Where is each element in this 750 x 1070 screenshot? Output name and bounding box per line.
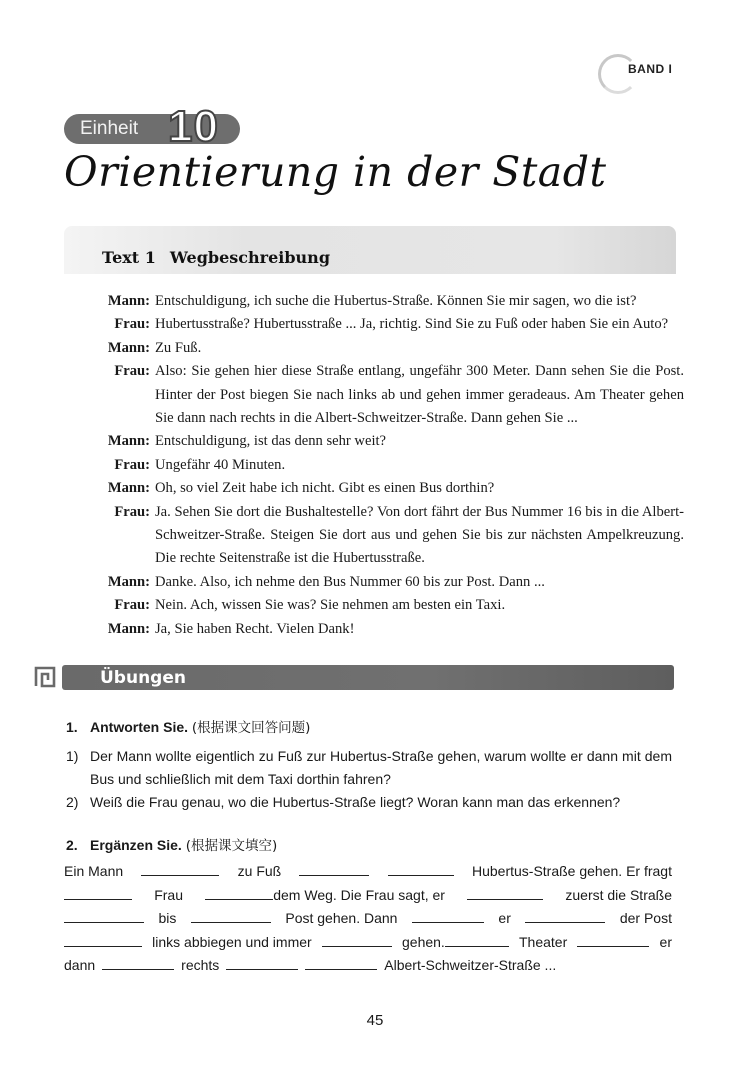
dialogue [64,290,684,641]
speaker: Mann: [107,433,150,450]
blank-field[interactable] [577,932,649,947]
gap-word: er [498,910,511,927]
blank-field[interactable] [525,908,605,923]
speech: Ja. Sehen Sie dort die Bushaltestelle? Von dort fährt der Bus Nummer 16 bis in die Albert-Schweitzer-Straße. Steigen Sie dort aus und gehen Sie bis zur nächsten Ampelkreuzung. Die rechte Seitenstraße ist die Hubertusstraße. [155,503,684,567]
meander-icon [34,666,56,688]
blank-field[interactable] [388,861,454,876]
dialogue-line [64,290,684,313]
gap-word: Frau [154,886,184,903]
gap-word: Albert-Schweitzer-Straße ... [384,957,557,974]
blank-field[interactable] [305,955,377,970]
exercise-title: Antworten Sie. [90,719,189,735]
gap-line [64,884,672,908]
blank-field[interactable] [322,932,392,947]
gap-word: dann [64,957,96,974]
speaker: Mann: [107,293,150,309]
gap-word: Ein Mann [64,863,124,879]
gap-line [64,954,672,978]
exercise-title: Ergänzen Sie. [90,837,182,853]
blank-field[interactable] [299,861,369,876]
blank-field[interactable] [467,885,543,900]
dialogue-line [64,313,684,336]
gap-word: zuerst die Straße [565,886,672,903]
page-number: 45 [366,1012,384,1029]
speaker: Frau: [114,316,150,333]
exercises-banner [34,662,674,692]
dialogue-line [64,430,684,453]
question-number: 2) [66,794,79,811]
blank-field[interactable] [141,861,219,876]
blank-field[interactable] [205,885,273,900]
gap-word: zu Fuß [237,863,282,879]
question [66,791,672,814]
speech: Oh, so viel Zeit habe ich nicht. Gibt es einen Bus dorthin? [155,480,495,497]
blank-field[interactable] [64,885,132,900]
blank-field[interactable] [191,908,271,923]
gap-group [402,931,509,955]
gap-word: gehen. [402,933,445,950]
exercises-title: Übungen [100,668,186,688]
gap-line [64,860,672,884]
speech: Hubertusstraße? Hubertusstraße ... Ja, richtig. Sind Sie zu Fuß oder haben Sie ein Auto? [155,316,669,333]
unit-title: Orientierung in der Stadt [64,148,607,196]
blank-field[interactable] [412,908,484,923]
dialogue-line [64,454,684,477]
gap-word: links abbiegen und immer [152,933,312,950]
blank-field[interactable] [226,955,298,970]
speech: Also: Sie gehen hier diese Straße entlang, ungefähr 300 Meter. Dann sehen Sie die Post. Hinter der Post biegen Sie nach links ab und gehen immer geradeaus. Am Theater gehen Sie dann nach rechts in die Albert-Schweitzer-Straße. Dann gehen Sie ... [155,363,684,427]
dialogue-line [64,477,684,500]
dialogue-line [64,337,684,360]
band-indicator [598,50,708,92]
gap-word: rechts [181,957,220,974]
speech: Nein. Ach, wissen Sie was? Sie nehmen am besten ein Taxi. [155,597,506,614]
speech: Ungefähr 40 Minuten. [155,456,286,473]
dialogue-line [64,594,684,617]
gap-line [64,907,672,931]
speaker: Mann: [107,339,150,356]
exercise-2 [66,834,672,858]
question-text: Weiß die Frau genau, wo die Hubertus-Straße liegt? Woran kann man das erkennen? [90,794,621,811]
question [66,745,672,791]
dialogue-line [64,618,684,641]
blank-field[interactable] [64,932,142,947]
speech: Entschuldigung, ist das denn sehr weit? [155,433,387,450]
exercise-number: 1. [66,719,78,735]
speaker: Frau: [114,503,150,520]
speaker: Mann: [107,573,150,590]
gap-word: bis [158,910,177,927]
blank-field[interactable] [445,932,509,947]
speech: Zu Fuß. [155,339,202,356]
dialogue-line [64,571,684,594]
gap-word: der Post [619,910,672,927]
question-text: Der Mann wollte eigentlich zu Fuß zur Hubertus-Straße gehen, warum wollte er dann mit dem Bus und schließlich mit dem Taxi dorthin fahren? [90,748,672,788]
dialogue-line [64,501,684,571]
text-section-label [102,248,330,267]
exercise-title-cn: (根据课文填空) [185,838,278,854]
gap-fill-text [64,860,672,978]
exercise-heading [66,834,672,858]
dialogue-line [64,360,684,430]
speaker: Mann: [107,480,150,497]
exercise-1 [66,716,672,814]
gap-word: Post gehen. Dann [285,910,398,927]
speaker: Frau: [114,597,150,614]
speech: Danke. Also, ich nehme den Bus Nummer 60 bis zur Post. Dann ... [155,573,545,590]
unit-badge [64,102,240,151]
unit-word: Einheit [80,118,139,139]
text-number: Text 1 [102,248,156,267]
exercise-heading [66,716,672,740]
unit-number: 10 [168,102,219,151]
exercise-number: 2. [66,837,78,853]
gap-group [205,884,445,908]
band-label: BAND I [628,62,673,76]
exercise-title-cn: (根据课文回答问题) [191,720,311,736]
question-number: 1) [66,748,79,765]
gap-line [64,931,672,955]
text-title: Wegbeschreibung [169,248,330,267]
speaker: Frau: [114,363,150,380]
gap-word: er [659,933,672,950]
blank-field[interactable] [102,955,174,970]
blank-field[interactable] [64,908,144,923]
gap-word: Theater [518,933,568,950]
speech: Entschuldigung, ich suche die Hubertus-Straße. Können Sie mir sagen, wo die ist? [155,293,637,309]
speaker: Mann: [107,620,150,637]
gap-word: dem Weg. Die Frau sagt, er [273,886,445,903]
speech: Ja, Sie haben Recht. Vielen Dank! [155,620,355,637]
speaker: Frau: [114,456,150,473]
exercises-bar [62,665,674,690]
gap-word: Hubertus-Straße gehen. Er fragt [471,863,672,879]
text-section-banner [64,226,676,274]
